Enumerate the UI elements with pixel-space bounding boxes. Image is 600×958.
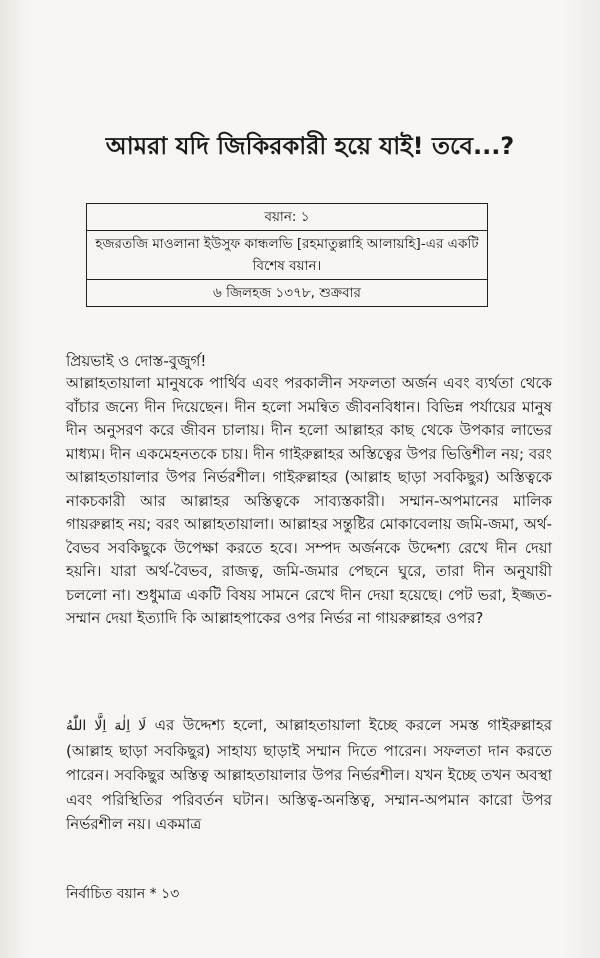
info-box-speaker: হজরতজি মাওলানা ইউসুফ কান্ধলভি [রহমাতুল্লাহি আলায়হি]-এর একটি বিশেষ বয়ান। xyxy=(87,231,488,280)
body-paragraph-1: আল্লাহতায়ালা মানুষকে পার্থিব এবং পরকালীন সফলতা অর্জন এবং ব্যর্থতা থেকে বাঁচার জন্যে দীন দিয়েছেন। দীন হলো সমন্বিত জীবনবিধান। বিভিন্ন পর্যায়ের মানুষ দীন অনুসরণ করে জীবন চালায়। দীন হলো আল্লাহর কাছ থেকে উপকার লাভের মাধ্যম। দীন একমেহনতকে চায়। দীন গাইরুল্লাহর অস্তিত্বের উপর ভিত্তিশীল নয়; বরং আল্লাহতায়ালার উপর নির্ভরশীল। গাইরুল্লাহর (আল্লাহ ছাড়া সবকিছুর) অস্তিত্বকে নাকচকারী আর আল্লাহর অস্তিত্বকে সাব্যস্তকারী। সম্মান-অপমানের মালিক গায়রুল্লাহ নয়; বরং আল্লাহতায়ালা। আল্লাহর সন্তুষ্টির মোকাবেলায় জমি-জমা, অর্থ-বৈভব সবকিছুকে উপেক্ষা করতে হবে। সম্পদ অর্জনকে উদ্দেশ্য রেখে দীন দেয়া হয়নি। যারা অর্থ-বৈভব, রাজত্ব, জমি-জমার পেছনে ঘুরে, তারা দীন অনুযায়ী চললো না। শুধুমাত্র একটি বিষয় সামনে রেখে দীন দেয়া হয়েছে। পেট ভরা, ইজ্জত-সম্মান দেয়া ইত্যাদি কি আল্লাহপাকের ওপর নির্ভর না গায়রুল্লাহর ওপর? xyxy=(66,374,552,627)
chapter-heading: আমরা যদি জিকিরকারী হয়ে যাই! তবে...? xyxy=(105,132,515,160)
kalima-arabic-text: لَا اِلٰهَ اِلَّا اللّٰهُ xyxy=(66,718,147,734)
body-paragraph-2 xyxy=(66,713,552,837)
info-box-date: ৬ জিলহজ ১৩৭৮, শুক্রবার xyxy=(87,280,488,307)
body-paragraph-2-text: এর উদ্দেশ্য হলো, আল্লাহতায়ালা ইচ্ছে করলে সমস্ত গাইরুল্লাহর (আল্লাহ ছাড়া সবকিছুর) সাহায্য ছাড়াই সম্মান দিতে পারেন। সফলতা দান করতে পারেন। সবকিছুর অস্তিত্ব আল্লাহতায়ালার উপর নির্ভরশীল। যখন ইচ্ছে তখন অবস্থা এবং পরিস্থিতির পরিবর্তন ঘটান। অস্তিত্ব-অনস্তিত্ব, সম্মান-অপমান কারো উপর নির্ভরশীল নয়। একমাত্র xyxy=(66,716,552,834)
page-footer: নির্বাচিত বয়ান * ১৩ xyxy=(66,886,180,902)
greeting-line: প্রিয়ভাই ও দোস্ত-বুজুর্গ! xyxy=(66,352,207,370)
info-box-number: বয়ান: ১ xyxy=(87,204,488,231)
info-box xyxy=(86,203,488,307)
